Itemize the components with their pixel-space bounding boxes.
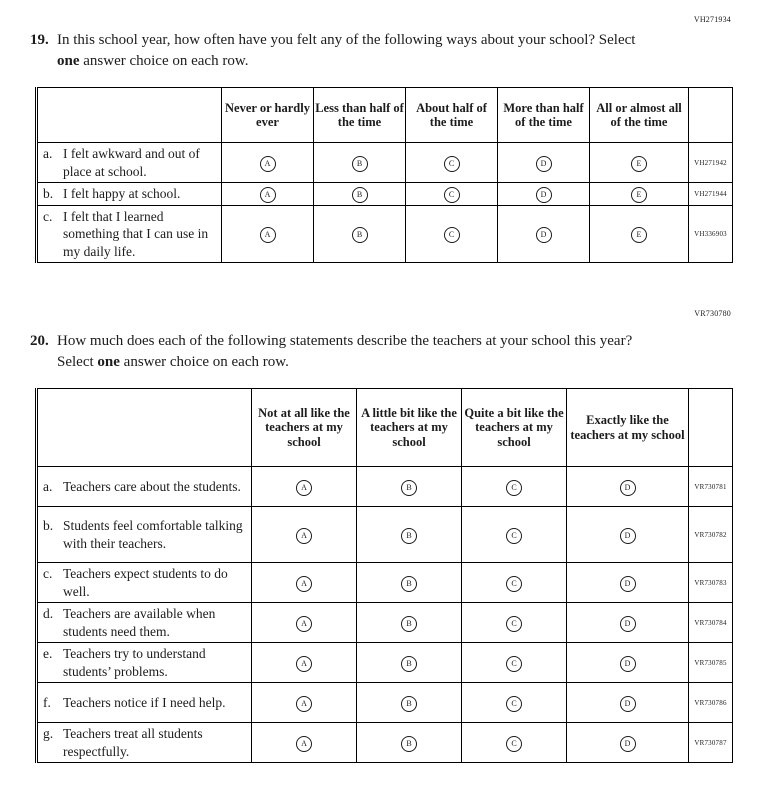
q20-row-g-label bbox=[37, 723, 252, 763]
answer-bubble-d[interactable]: D bbox=[620, 528, 636, 544]
q20-row-f-cell-a bbox=[252, 683, 357, 723]
question-19-text bbox=[57, 30, 640, 71]
answer-bubble-a[interactable]: A bbox=[296, 696, 312, 712]
answer-bubble-c[interactable]: C bbox=[506, 616, 522, 632]
q19-col-header-2: Less than half of the time bbox=[314, 88, 406, 143]
answer-bubble-b[interactable]: B bbox=[401, 528, 417, 544]
q19-row-a bbox=[37, 143, 733, 183]
q20-row-c-cell-b bbox=[357, 563, 462, 603]
q20-row-c-cell-a bbox=[252, 563, 357, 603]
answer-bubble-b[interactable]: B bbox=[401, 576, 417, 592]
answer-bubble-c[interactable]: C bbox=[506, 576, 522, 592]
row-code: VR730783 bbox=[689, 563, 733, 603]
answer-bubble-d[interactable]: D bbox=[620, 736, 636, 752]
q19-code-header-cell bbox=[689, 88, 733, 143]
q19-row-a-cell-e bbox=[590, 143, 689, 183]
q19-row-b-label bbox=[37, 183, 222, 206]
q19-row-b-cell-d bbox=[498, 183, 590, 206]
answer-bubble-b[interactable]: B bbox=[401, 736, 417, 752]
answer-bubble-e[interactable]: E bbox=[631, 227, 647, 243]
q20-prompt-before: How much does each of the following statements describe the teachers at your school this year? Select bbox=[57, 333, 633, 370]
q19-row-c-cell-a bbox=[222, 205, 314, 263]
q19-row-b bbox=[37, 183, 733, 206]
q20-row-d-label bbox=[37, 603, 252, 643]
answer-bubble-a[interactable]: A bbox=[296, 528, 312, 544]
q19-row-a-cell-c bbox=[406, 143, 498, 183]
q20-row-f-cell-b bbox=[357, 683, 462, 723]
row-text: Teachers notice if I need help. bbox=[63, 695, 226, 710]
row-code: VR730781 bbox=[689, 467, 733, 507]
q20-row-g-cell-c bbox=[462, 723, 567, 763]
q19-col-header-5: All or almost all of the time bbox=[590, 88, 689, 143]
answer-bubble-e[interactable]: E bbox=[631, 156, 647, 172]
row-letter: a. bbox=[43, 478, 53, 494]
q20-row-g-cell-a bbox=[252, 723, 357, 763]
q20-row-c bbox=[37, 563, 733, 603]
q19-row-b-cell-e bbox=[590, 183, 689, 206]
q19-header-row bbox=[37, 88, 733, 143]
answer-bubble-c[interactable]: C bbox=[506, 736, 522, 752]
row-letter: b. bbox=[43, 186, 54, 202]
answer-bubble-a[interactable]: A bbox=[296, 480, 312, 496]
row-code: VR730782 bbox=[689, 507, 733, 563]
answer-bubble-c[interactable]: C bbox=[444, 227, 460, 243]
q20-col-header-4: Exactly like the teachers at my school bbox=[567, 389, 689, 467]
row-text: I felt that I learned something that I can use in my daily life. bbox=[63, 208, 209, 259]
q20-row-b bbox=[37, 507, 733, 563]
q19-row-a-cell-b bbox=[314, 143, 406, 183]
q19-prompt-before: In this school year, how often have you felt any of the following ways about your school? Select bbox=[57, 32, 636, 48]
row-code: VR730787 bbox=[689, 723, 733, 763]
q19-row-a-cell-d bbox=[498, 143, 590, 183]
answer-bubble-b[interactable]: B bbox=[401, 696, 417, 712]
q19-row-a-label bbox=[37, 143, 222, 183]
q20-survey-code: VR730780 bbox=[694, 309, 731, 318]
q19-row-b-cell-b bbox=[314, 183, 406, 206]
q20-row-d-cell-b bbox=[357, 603, 462, 643]
q19-corner-cell bbox=[37, 88, 222, 143]
row-letter: e. bbox=[43, 646, 53, 662]
q20-row-g-cell-b bbox=[357, 723, 462, 763]
q20-answer-table bbox=[35, 388, 733, 763]
answer-bubble-b[interactable]: B bbox=[352, 227, 368, 243]
row-text: Teachers care about the students. bbox=[63, 478, 241, 494]
answer-bubble-d[interactable]: D bbox=[620, 696, 636, 712]
q19-row-c-cell-d bbox=[498, 205, 590, 263]
q20-row-b-cell-b bbox=[357, 507, 462, 563]
q20-header-row bbox=[37, 389, 733, 467]
answer-bubble-b[interactable]: B bbox=[352, 156, 368, 172]
answer-bubble-c[interactable]: C bbox=[444, 187, 460, 203]
row-code: VR730786 bbox=[689, 683, 733, 723]
q20-row-a-label bbox=[37, 467, 252, 507]
answer-bubble-c[interactable]: C bbox=[444, 156, 460, 172]
q20-row-f-label bbox=[37, 683, 252, 723]
row-letter: c. bbox=[43, 208, 53, 224]
q20-row-e-label bbox=[37, 643, 252, 683]
row-text: Teachers expect students to do well. bbox=[63, 566, 228, 599]
answer-bubble-d[interactable]: D bbox=[536, 227, 552, 243]
q19-col-header-1: Never or hardly ever bbox=[222, 88, 314, 143]
q20-row-b-cell-d bbox=[567, 507, 689, 563]
answer-bubble-a[interactable]: A bbox=[260, 187, 276, 203]
q19-row-c-cell-b bbox=[314, 205, 406, 263]
answer-bubble-a[interactable]: A bbox=[296, 656, 312, 672]
q20-corner-cell bbox=[37, 389, 252, 467]
q19-row-b-cell-c bbox=[406, 183, 498, 206]
row-code: VH271944 bbox=[689, 183, 733, 206]
q20-row-e bbox=[37, 643, 733, 683]
q20-row-f-cell-c bbox=[462, 683, 567, 723]
q20-row-a-cell-b bbox=[357, 467, 462, 507]
q20-row-d-cell-c bbox=[462, 603, 567, 643]
answer-bubble-c[interactable]: C bbox=[506, 480, 522, 496]
answer-bubble-d[interactable]: D bbox=[536, 187, 552, 203]
q20-row-b-cell-a bbox=[252, 507, 357, 563]
row-letter: b. bbox=[43, 517, 54, 533]
row-text: Teachers treat all students respectfully. bbox=[63, 726, 203, 759]
question-20-number: 20. bbox=[30, 333, 49, 349]
q20-prompt-bold-word: one bbox=[97, 353, 120, 370]
q20-col-header-1: Not at all like the teachers at my school bbox=[252, 389, 357, 467]
answer-bubble-b[interactable]: B bbox=[401, 656, 417, 672]
row-letter: d. bbox=[43, 606, 54, 622]
q19-survey-code: VH271934 bbox=[693, 15, 731, 24]
q20-row-c-label bbox=[37, 563, 252, 603]
q20-row-g-cell-d bbox=[567, 723, 689, 763]
q20-row-f bbox=[37, 683, 733, 723]
row-code: VH336903 bbox=[689, 205, 733, 263]
q20-row-e-cell-c bbox=[462, 643, 567, 683]
answer-bubble-d[interactable]: D bbox=[620, 480, 636, 496]
q19-col-header-3: About half of the time bbox=[406, 88, 498, 143]
q19-row-b-cell-a bbox=[222, 183, 314, 206]
q19-prompt-bold-word: one bbox=[57, 52, 80, 69]
row-code: VR730784 bbox=[689, 603, 733, 643]
answer-bubble-b[interactable]: B bbox=[352, 187, 368, 203]
row-letter: a. bbox=[43, 146, 53, 161]
q20-row-b-label bbox=[37, 507, 252, 563]
answer-bubble-b[interactable]: B bbox=[401, 480, 417, 496]
answer-bubble-e[interactable]: E bbox=[631, 187, 647, 203]
answer-bubble-d[interactable]: D bbox=[536, 156, 552, 172]
answer-bubble-c[interactable]: C bbox=[506, 528, 522, 544]
q20-row-c-cell-c bbox=[462, 563, 567, 603]
q20-row-a-cell-a bbox=[252, 467, 357, 507]
question-20 bbox=[30, 331, 640, 372]
q20-row-d-cell-d bbox=[567, 603, 689, 643]
q19-row-c bbox=[37, 205, 733, 263]
row-text: Teachers try to understand students’ problems. bbox=[63, 646, 206, 679]
q20-row-b-cell-c bbox=[462, 507, 567, 563]
q19-row-c-cell-c bbox=[406, 205, 498, 263]
q20-row-a-cell-d bbox=[567, 467, 689, 507]
answer-bubble-a[interactable]: A bbox=[260, 227, 276, 243]
question-19-number: 19. bbox=[30, 32, 49, 48]
answer-bubble-c[interactable]: C bbox=[506, 696, 522, 712]
row-text: Students feel comfortable talking with their teachers. bbox=[63, 517, 243, 551]
q19-col-header-4: More than half of the time bbox=[498, 88, 590, 143]
q20-row-e-cell-d bbox=[567, 643, 689, 683]
q20-col-header-2: A little bit like the teachers at my school bbox=[357, 389, 462, 467]
row-text: Teachers are available when students need them. bbox=[63, 606, 216, 639]
question-19 bbox=[30, 30, 640, 71]
answer-bubble-b[interactable]: B bbox=[401, 616, 417, 632]
answer-bubble-a[interactable]: A bbox=[296, 736, 312, 752]
answer-bubble-a[interactable]: A bbox=[296, 616, 312, 632]
q20-row-d bbox=[37, 603, 733, 643]
question-20-text bbox=[57, 331, 640, 372]
q20-row-e-cell-a bbox=[252, 643, 357, 683]
row-text: I felt happy at school. bbox=[63, 186, 181, 202]
answer-bubble-a[interactable]: A bbox=[260, 156, 276, 172]
answer-bubble-c[interactable]: C bbox=[506, 656, 522, 672]
q20-row-f-cell-d bbox=[567, 683, 689, 723]
answer-bubble-d[interactable]: D bbox=[620, 576, 636, 592]
answer-bubble-a[interactable]: A bbox=[296, 576, 312, 592]
q20-col-header-3: Quite a bit like the teachers at my school bbox=[462, 389, 567, 467]
q20-row-g bbox=[37, 723, 733, 763]
q19-row-a-cell-a bbox=[222, 143, 314, 183]
answer-bubble-d[interactable]: D bbox=[620, 616, 636, 632]
q19-row-c-label bbox=[37, 205, 222, 263]
q20-row-c-cell-d bbox=[567, 563, 689, 603]
q19-row-c-cell-e bbox=[590, 205, 689, 263]
row-code: VH271942 bbox=[689, 143, 733, 183]
answer-bubble-d[interactable]: D bbox=[620, 656, 636, 672]
q19-prompt-after: answer choice on each row. bbox=[79, 52, 249, 69]
q20-row-d-cell-a bbox=[252, 603, 357, 643]
row-text: I felt awkward and out of place at school. bbox=[63, 146, 200, 179]
q20-code-header-cell bbox=[689, 389, 733, 467]
q20-prompt-after: answer choice on each row. bbox=[119, 353, 289, 370]
q19-answer-table bbox=[35, 87, 733, 263]
q20-row-e-cell-b bbox=[357, 643, 462, 683]
row-code: VR730785 bbox=[689, 643, 733, 683]
row-letter: f. bbox=[43, 695, 51, 710]
q20-row-a bbox=[37, 467, 733, 507]
row-letter: g. bbox=[43, 726, 54, 742]
row-letter: c. bbox=[43, 566, 53, 581]
q20-row-a-cell-c bbox=[462, 467, 567, 507]
